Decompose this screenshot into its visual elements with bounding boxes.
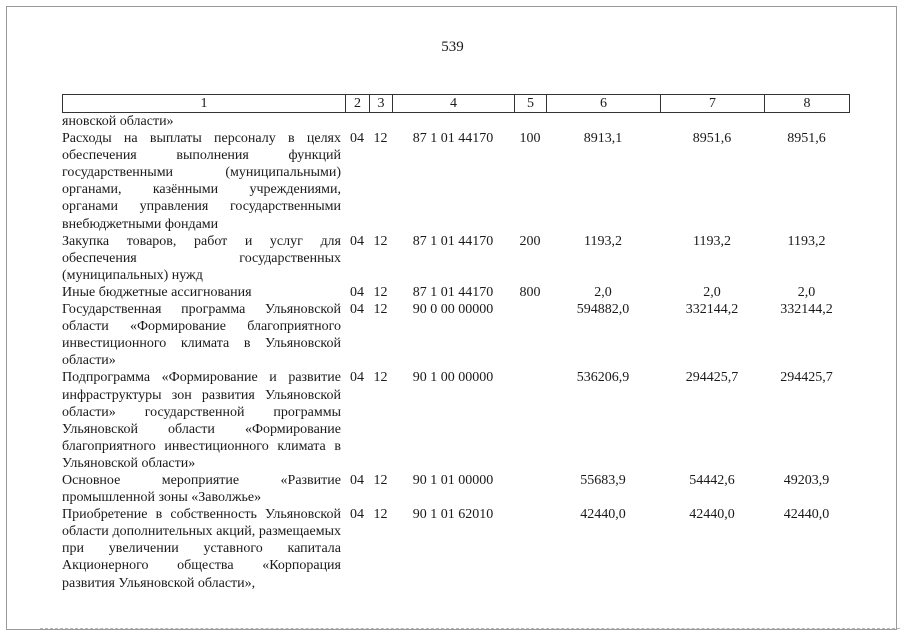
row-amount-col7: 2,0: [703, 284, 721, 300]
row-amount-col6: 42440,0: [580, 507, 626, 523]
table-row: [62, 301, 849, 369]
row-target-article: 90 1 01 00000: [412, 472, 494, 488]
header-col-4: 4: [393, 95, 515, 113]
row-amount-col7: 294425,7: [685, 370, 739, 386]
table-row: [62, 506, 849, 591]
budget-table: [62, 113, 849, 592]
row-section: 04: [350, 370, 364, 386]
header-col-7: 7: [661, 95, 765, 113]
row-amount-col8: 49203,9: [783, 472, 830, 488]
row-amount-col6: 8913,1: [583, 131, 623, 147]
row-section: 04: [350, 284, 364, 300]
row-section: 04: [350, 233, 364, 249]
row-target-article: 87 1 01 44170: [412, 233, 494, 249]
row-description: Основное мероприятие «Развитие промышленной зоны «Заволжье»: [62, 472, 341, 506]
row-subsection: 12: [373, 233, 388, 249]
table-row: [62, 113, 849, 130]
row-amount-col6: 594882,0: [576, 302, 630, 318]
row-section: 04: [350, 302, 364, 318]
row-expense-type: [514, 506, 546, 591]
row-amount-col6: 536206,9: [576, 370, 630, 386]
row-amount-col6: 2,0: [594, 284, 612, 300]
header-col-8: 8: [765, 95, 850, 113]
row-subsection: [369, 113, 392, 130]
row-amount-col6: 55683,9: [580, 472, 626, 488]
row-target-article: 87 1 01 44170: [412, 284, 494, 300]
row-amount-col8: 8951,6: [787, 131, 826, 147]
table-row: [62, 472, 849, 506]
header-col-5: 5: [515, 95, 547, 113]
row-amount-col7: 42440,0: [689, 507, 735, 523]
table-row: [62, 130, 849, 233]
row-subsection: 12: [373, 284, 388, 300]
header-col-1: 1: [63, 95, 346, 113]
row-amount-col7: [660, 113, 764, 130]
page-number: 539: [441, 39, 464, 55]
row-amount-col8: 294425,7: [780, 370, 833, 386]
row-amount-col8: 332144,2: [780, 302, 833, 318]
row-subsection: 12: [373, 302, 388, 318]
row-expense-type: 200: [519, 233, 541, 249]
row-target-article: [392, 113, 514, 130]
table-row: [62, 233, 849, 284]
table-header: [62, 94, 850, 113]
table-row: [62, 284, 849, 301]
row-subsection: 12: [373, 507, 388, 523]
row-subsection: 12: [373, 472, 388, 488]
row-amount-col6: 1193,2: [584, 233, 622, 249]
row-subsection: 12: [373, 131, 388, 147]
row-target-article: 90 0 00 00000: [412, 302, 494, 318]
row-section: 04: [350, 472, 364, 488]
header-col-6: 6: [547, 95, 661, 113]
table-row: [62, 369, 849, 472]
row-target-article: 90 1 01 62010: [412, 507, 494, 523]
row-amount-col7: 332144,2: [685, 302, 739, 318]
scan-edge-line: [40, 628, 900, 629]
row-description: Государственная программа Ульяновской области «Формирование благоприятного инвестиционного климата в Ульяновской области»: [62, 302, 341, 369]
row-amount-col7: 54442,6: [689, 472, 735, 488]
row-description: Расходы на выплаты персоналу в целях обеспечения выполнения функций государственными (муниципальными) органами, казёнными учреждениями, органами управления государственными внебюджетными фондами: [62, 131, 341, 232]
header-col-2: 2: [346, 95, 370, 113]
row-expense-type: [514, 301, 546, 369]
row-subsection: 12: [373, 370, 388, 386]
row-expense-type: 800: [519, 284, 541, 300]
row-expense-type: 100: [519, 131, 541, 147]
row-description: яновской области»: [62, 114, 174, 129]
row-section: 04: [350, 131, 364, 147]
row-description: Подпрограмма «Формирование и развитие инфраструктуры зон развития Ульяновской области» государственной программы Ульяновской области «Формирование благоприятного инвестиционного климата в Ульяновской области»: [62, 370, 341, 471]
row-amount-col8: 1193,2: [787, 233, 826, 249]
row-section: [345, 113, 369, 130]
row-amount-col8: [764, 113, 849, 130]
row-target-article: 90 1 00 00000: [412, 370, 494, 386]
row-expense-type: [514, 472, 546, 506]
row-target-article: 87 1 01 44170: [412, 131, 494, 147]
row-description: Иные бюджетные ассигнования: [62, 284, 252, 300]
row-amount-col8: 42440,0: [783, 507, 830, 523]
row-amount-col8: 2,0: [797, 284, 816, 300]
row-amount-col7: 1193,2: [693, 233, 731, 249]
header-row: [63, 95, 850, 113]
row-amount-col7: 8951,6: [692, 131, 732, 147]
row-expense-type: [514, 113, 546, 130]
row-section: 04: [350, 507, 364, 523]
row-description: Приобретение в собственность Ульяновской области дополнительных акций, размещаемых при увеличении уставного капитала Акционерного общества «Корпорация развития Ульяновской области»,: [62, 507, 341, 591]
row-amount-col6: [546, 113, 660, 130]
header-col-3: 3: [370, 95, 393, 113]
row-description: Закупка товаров, работ и услуг для обеспечения государственных (муниципальных) нужд: [62, 233, 341, 283]
row-expense-type: [514, 369, 546, 472]
